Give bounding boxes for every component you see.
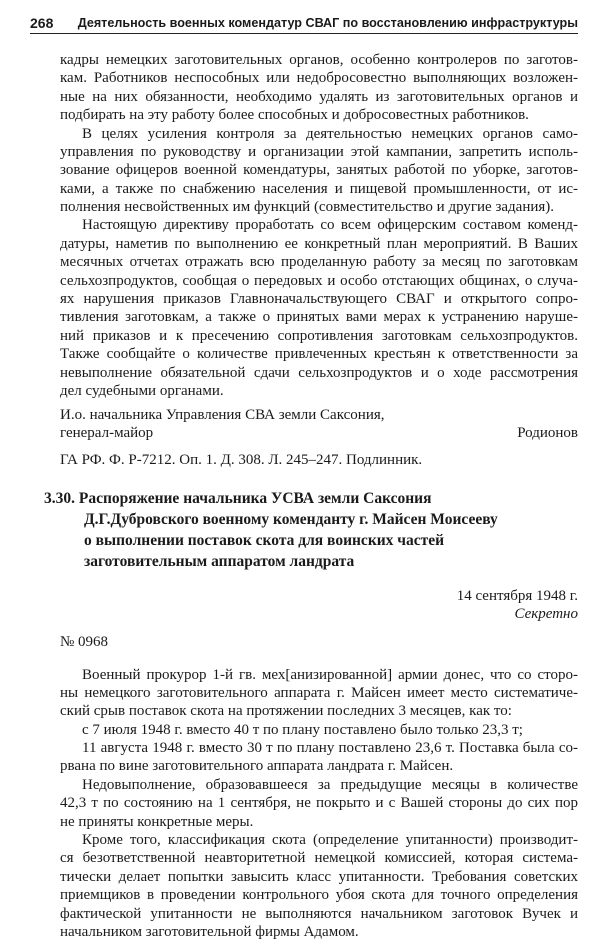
- document-heading-line: Д.Г.Дубровского военному коменданту г. Майсен Моисееву: [84, 511, 498, 528]
- paragraph-1-line: кадры немецких заготовительных органов, особенно контролеров по заготов-: [60, 52, 578, 68]
- paragraph-1-line: ные на них обязанности, необходимо удалять из заготовительных органов и: [60, 89, 578, 105]
- document-heading-line: 3.30. Распоряжение начальника УСВА земли Саксония: [44, 490, 432, 507]
- document-number: № 0968: [60, 634, 109, 650]
- signature-name: Родионов: [517, 425, 578, 441]
- paragraph-3-line: Также сообщайте о количестве привлеченных крестьян к ответственности за: [60, 346, 578, 362]
- paragraph-2-line: зование офицеров военной комендатуры, занятых работой по уборке, заготов-: [60, 162, 578, 178]
- paragraph-4-line: ны немецкого заготовительного аппарата г. Майсен имеет место систематиче-: [60, 685, 578, 701]
- paragraph-6-line: 11 августа 1948 г. вместо 30 т по плану поставлено 23,6 т. Поставка была со-: [82, 740, 578, 756]
- document-heading-line: заготовительным аппаратом ландрата: [84, 553, 355, 570]
- paragraph-7-line: Недовыполнение, образовавшееся за предыдущие месяцы в количестве: [82, 777, 578, 793]
- paragraph-5-line: с 7 июля 1948 г. вместо 40 т по плану поставлено было только 23,3 т;: [82, 722, 523, 738]
- paragraph-8-line: фактической упитанности не выполняются начальником заготовок Вучек и: [60, 906, 578, 922]
- paragraph-3-line: тивления заготовкам, а также о принятых вами мерах к устранению наруше-: [60, 309, 578, 325]
- paragraph-4-line: Военный прокурор 1-й гв. мех[анизированной] армии донес, что со сторо-: [82, 667, 578, 683]
- paragraph-8-line: начальником заготовительной фирмы Адамом.: [60, 924, 359, 940]
- paragraph-6-line: рвана по вине заготовительного аппарата ландрата г. Майсен.: [60, 758, 454, 774]
- archival-source-note: ГА РФ. Ф. Р-7212. Оп. 1. Д. 308. Л. 245–247. Подлинник.: [60, 452, 423, 468]
- paragraph-7-line: не приняты конкретные меры.: [60, 814, 254, 830]
- paragraph-7-line: 42,3 т по состоянию на 1 сентября, не покрыто и с Вашей стороны до сих пор: [60, 795, 578, 811]
- document-date: 14 сентября 1948 г.: [456, 588, 578, 604]
- paragraph-3-line: невыполнение обязательной сдачи сельхозпродуктов и о ходе рассмотрения: [60, 365, 578, 381]
- paragraph-3-line: ях нарушения приказов Главноначальствующего СВАГ и открытого сопро-: [60, 291, 578, 307]
- paragraph-8-line: тически делает попытки завысить класс упитанности. Требования советских: [60, 869, 578, 885]
- paragraph-8-line: ся безответственной неавторитетной немецкой комиссией, которая система-: [60, 850, 578, 866]
- paragraph-1-line: кам. Работников неспособных или недобросовестно выполняющих возложен-: [60, 70, 578, 86]
- paragraph-2-line: В целях усиления контроля за деятельностью немецких органов само-: [82, 126, 578, 142]
- signature-rank: генерал-майор: [60, 425, 154, 441]
- paragraph-3-line: ний приказов и к пресечению сопротивления заготовкам сельхозпродуктов.: [60, 328, 578, 344]
- paragraph-3-line: месячных отчетах отражать всю проделанную работу за месяц по заготовкам: [60, 254, 578, 270]
- paragraph-3-line: Настоящую директиву проработать со всем офицерским составом коменд-: [82, 217, 578, 233]
- running-head: [30, 13, 578, 34]
- paragraph-3-line: дел судебными органами.: [60, 383, 224, 399]
- document-heading-line: о выполнении поставок скота для воинских частей: [84, 532, 445, 549]
- page-number: 268: [30, 15, 54, 31]
- document-classification: Секретно: [514, 606, 578, 622]
- paragraph-3-line: сельхозпродуктов, сообщая о передовых и особо отстающих общинах, о случа-: [60, 273, 578, 289]
- paragraph-3-line: датуры, наметив по выполнению ее конкретный план мероприятий. В Ваших: [60, 236, 578, 252]
- paragraph-2-line: ками, а также по снабжению населения и пищевой промышленности, от ис-: [60, 181, 578, 197]
- paragraph-2-line: полнения несвойственных им функций (совместительство и другие задания).: [60, 199, 555, 215]
- signature-position: И.о. начальника Управления СВА земли Саксония,: [60, 407, 385, 423]
- paragraph-8-line: Кроме того, классификация скота (определение упитанности) производит-: [82, 832, 578, 848]
- paragraph-2-line: управления по руководству и организации этой кампании, запретить исполь-: [60, 144, 578, 160]
- paragraph-8-line: приемщиков в проведении контрольного убоя скота для точного определения: [60, 887, 578, 903]
- running-title: Деятельность военных комендатур СВАГ по восстановлению инфраструктуры: [77, 16, 578, 30]
- paragraph-4-line: ский срыв поставок скота на протяжении последних 3 месяцев, как то:: [60, 703, 512, 719]
- paragraph-1-line: подбирать на эту работу более способных и добросовестных работников.: [60, 107, 529, 123]
